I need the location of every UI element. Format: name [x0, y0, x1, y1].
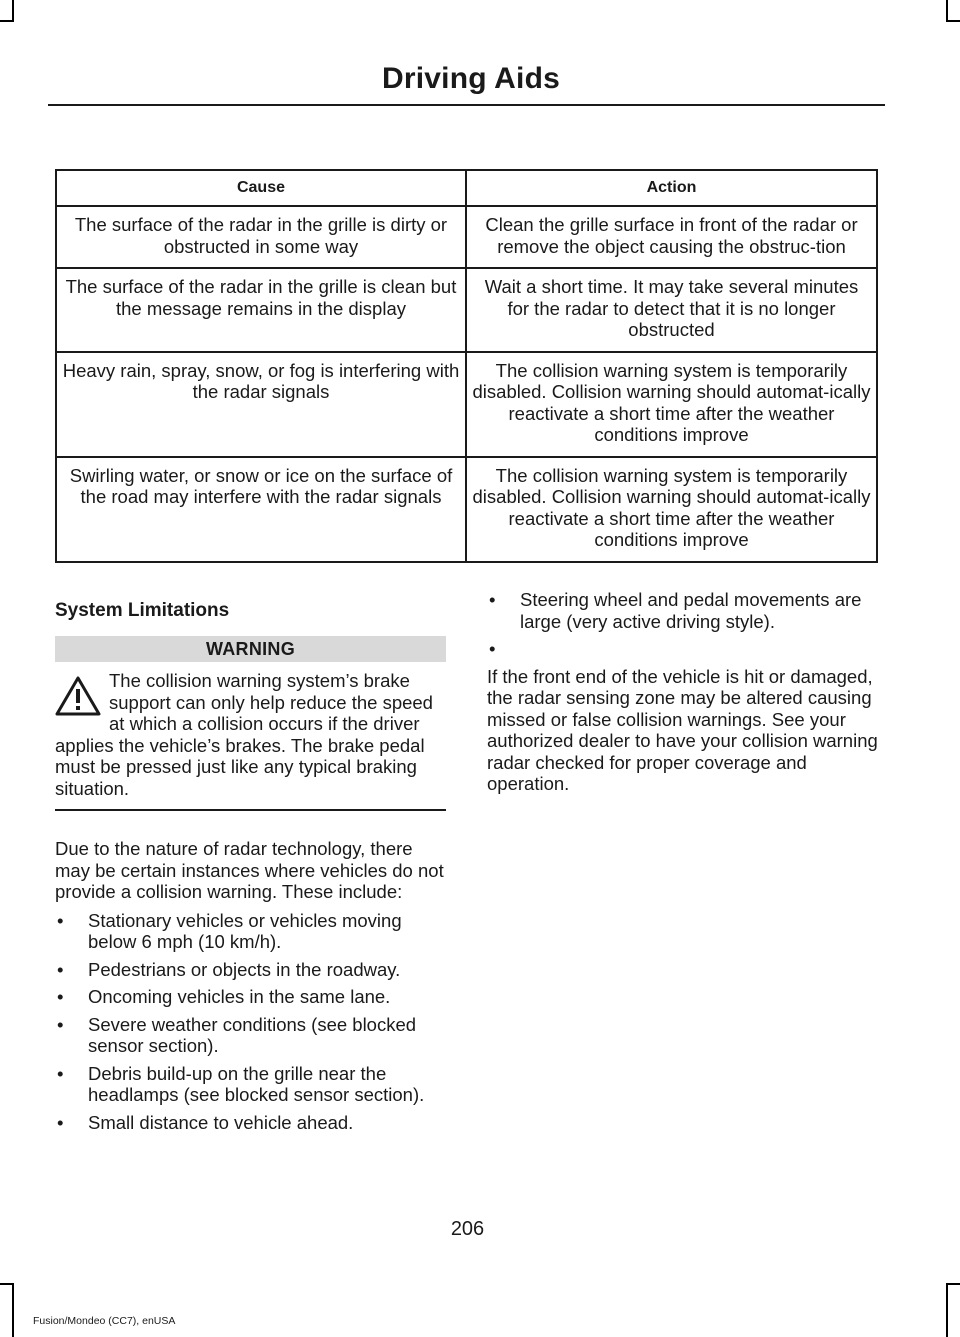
warning-box [55, 670, 446, 799]
left-column [55, 596, 446, 1139]
list-item: • Small distance to vehicle ahead. [57, 1111, 354, 1133]
closing-paragraph: If the front end of the vehicle is hit or damaged, the radar sensing zone may be altered causing missed or false collision warnings. See your authorized dealer to have your collision warning radar checked for proper coverage and operation. [487, 665, 878, 794]
cause-cell: The surface of the radar in the grille is clean but the message remains in the display [56, 268, 466, 352]
bullet-glyph: • [57, 909, 64, 931]
crop-mark [12, 0, 14, 22]
limitations-list [55, 910, 446, 1134]
bullet-glyph: • [57, 958, 64, 980]
list-item [487, 638, 879, 660]
crop-mark [12, 1283, 14, 1337]
bullet-glyph: • [57, 1111, 64, 1133]
action-cell: Wait a short time. It may take several minutes for the radar to detect that it is no longer obstructed [466, 268, 877, 352]
action-cell: The collision warning system is temporarily disabled. Collision warning should automat-ically reactivate a short time after the weather conditions improve [466, 352, 877, 457]
list-item: • Debris build-up on the grille near the headlamps (see blocked sensor section). [57, 1062, 425, 1105]
section-heading: System Limitations [55, 600, 230, 621]
edition-label: Fusion/Mondeo (CC7), enUSA [33, 1315, 176, 1327]
crop-mark [946, 1283, 948, 1337]
list-item: • Oncoming vehicles in the same lane. [57, 986, 391, 1007]
table-row [56, 268, 877, 352]
table-header-row [56, 170, 877, 206]
bullet-glyph: • [489, 638, 496, 659]
bullet-glyph: • [57, 1013, 64, 1035]
action-cell: The collision warning system is temporarily disabled. Collision warning should automat-ically reactivate a short time after the weather conditions improve [466, 457, 877, 562]
list-item: • Severe weather conditions (see blocked sensor section). [57, 1013, 417, 1056]
page-number: 206 [450, 1218, 485, 1240]
limitations-list-continued [487, 589, 879, 660]
page-title: Driving Aids [382, 62, 560, 95]
header-divider [48, 104, 885, 106]
table-row [56, 206, 877, 268]
crop-mark [946, 0, 948, 22]
bullet-glyph: • [57, 1062, 64, 1084]
cause-action-table [55, 169, 878, 563]
column-header-cause: Cause [56, 170, 466, 206]
warning-triangle-icon [55, 676, 101, 716]
list-item: • Steering wheel and pedal movements are large (very active driving style). [489, 589, 862, 632]
crop-mark [946, 20, 960, 22]
table-row [56, 457, 877, 562]
warning-banner: WARNING [55, 636, 446, 662]
list-item: • Stationary vehicles or vehicles moving below 6 mph (10 km/h). [57, 909, 402, 952]
action-cell: Clean the grille surface in front of the radar or remove the object causing the obstruc-tion [466, 206, 877, 268]
list-item: • Pedestrians or objects in the roadway. [57, 958, 401, 980]
cause-cell: Swirling water, or snow or ice on the surface of the road may interfere with the radar signals [56, 457, 466, 562]
warning-text: The collision warning system’s brake support can only help reduce the speed at which a collision occurs if the driver applies the vehicle’s brakes. The brake pedal must be pressed just like any typical braking situation. [55, 670, 433, 799]
crop-mark [0, 20, 14, 22]
table-row [56, 352, 877, 457]
crop-mark [0, 1283, 14, 1285]
cause-cell: The surface of the radar in the grille is dirty or obstructed in some way [56, 206, 466, 268]
crop-mark [946, 1283, 960, 1285]
bullet-glyph: • [57, 986, 64, 1007]
cause-cell: Heavy rain, spray, snow, or fog is interfering with the radar signals [56, 352, 466, 457]
warning-divider [55, 809, 446, 811]
column-header-action: Action [466, 170, 877, 206]
bullet-glyph: • [489, 589, 496, 610]
intro-paragraph: Due to the nature of radar technology, there may be certain instances where vehicles do not provide a collision warning. These include: [55, 838, 444, 902]
right-column [487, 589, 879, 795]
